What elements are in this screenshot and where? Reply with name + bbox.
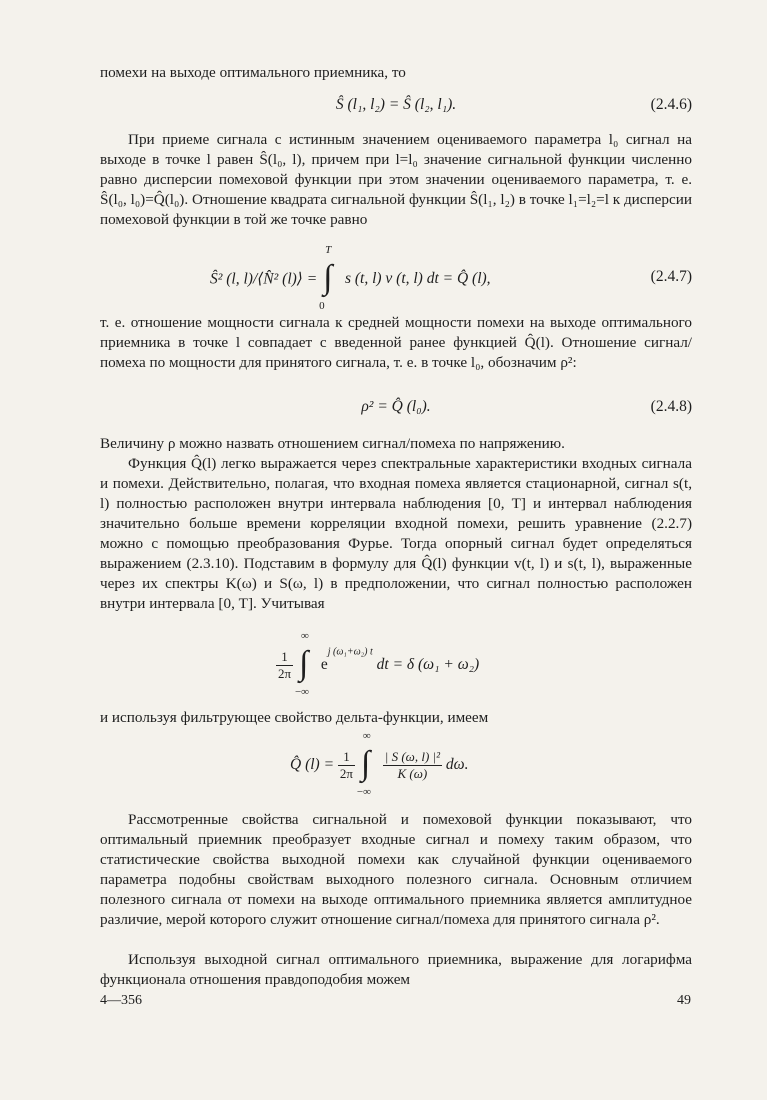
equation-q-lhs: Q̂ (l) = <box>290 756 335 773</box>
equation-delta-rhs: dt = δ (ω₁ + ω₂) <box>376 656 480 673</box>
equation-2-4-6-number: (2.4.6) <box>650 96 692 113</box>
integral-upper-limit: ∞ <box>362 730 371 742</box>
integral-upper-limit: ∞ <box>300 630 309 642</box>
paragraph-spectral: Функция Q̂(l) легко выражается через спектральные характеристики входных сигнала и помехи. Действительно, полагая, что входная помеха является стационарной, сигнал s(t, l) полностью расположен внутри интервала наблюдения [0, T] и интервал наблюдения значительно больше времени корреляции входной помехи, решить уравнение (2.2.7) можно с помощью преобразования Фурье. Тогда опорный сигнал будет определяться выражением (2.3.10). Подставим в формулу для Q̂(l) функции v(t, l) и s(t, l), выраженные через их спектры K(ω) и S(ω, l) в предположении, что сигнал полностью расположен внутри интервала [0, T]. Учитывая <box>100 455 692 612</box>
paragraph-signal-function: При приеме сигнала с истинным значением оцениваемого параметра l₀ сигнал на выходе в точке l равен Ŝ(l₀, l), причем при l=l₀ значение сигнальной функции численно равно дисперсии помеховой функции при этом значении оцениваемого параметра, т. е. Ŝ(l₀, l₀)=Q̂(l₀). Отношение квадрата сигнальной функции Ŝ(l₁, l₂) в точке l₁=l₂=l к дисперсии помеховой функции в той же точке равно <box>100 131 692 228</box>
equation-q-spectral <box>100 730 692 798</box>
page-number: 49 <box>677 993 691 1008</box>
exponential-exponent: j (ω₁+ω₂) t <box>327 646 373 658</box>
integral-sign: ∫ ∞ −∞ <box>356 730 371 798</box>
equation-2-4-6 <box>100 96 692 126</box>
equation-delta-function <box>100 630 692 698</box>
equation-2-4-7-body <box>210 244 491 312</box>
equation-2-4-7 <box>100 244 692 312</box>
paragraph-voltage-ratio: Величину ρ можно назвать отношением сигнал/помеха по напряжению. <box>100 435 565 452</box>
equation-2-4-8-number: (2.4.8) <box>650 398 692 415</box>
equation-2-4-7-number: (2.4.7) <box>650 268 692 285</box>
paragraph-conclusion: Рассмотренные свойства сигнальной и помеховой функции показывают, что оптимальный приемник преобразует входные сигнал и помеху таким образом, что статистические свойства выходной помехи как случайной функции оцениваемого параметра подобны свойствам выходного полезного сигнала. Основным отличием полезного сигнала от помехи на выходе оптимального приемника является амплитудное различие, мерой которого служит отношение сигнал/помеха для принятого сигнала ρ². <box>100 811 692 928</box>
equation-delta-body <box>276 630 480 698</box>
integral-sign: ∫ T 0 <box>319 244 333 312</box>
equation-q-body <box>290 730 469 798</box>
fraction-one-over-two-pi: $\frac{1}{2\pi}$ <box>339 748 353 781</box>
integral-lower-limit: −∞ <box>356 786 371 798</box>
equation-2-4-8 <box>100 398 692 428</box>
paragraph-power-ratio: т. е. отношение мощности сигнала к средней мощности помехи на выходе оптимального приемника в точке l совпадает с введенной ранее функцией Q̂(l). Отношение сигнал/помеха по мощности для принятого сигнала, т. е. в точке l₀, обозначим ρ²: <box>100 314 692 371</box>
equation-q-differential: dω. <box>445 756 469 773</box>
fraction-spectrum-ratio: $\frac{\text{| S (ω, l) |²}}{K (\omega)}$ <box>384 748 440 781</box>
integral-sign: ∫ ∞ −∞ <box>294 630 309 698</box>
paragraph-continued: Используя выходной сигнал оптимального приемника, выражение для логарифма функционала отношения правдоподобия можем <box>100 951 692 988</box>
paragraph-filter-property: и используя фильтрующее свойство дельта-функции, имеем <box>100 709 489 726</box>
exponential-base: e <box>320 656 328 673</box>
equation-2-4-7-integrand: s (t, l) v (t, l) dt = Q̂ (l), <box>344 270 491 287</box>
equation-2-4-6-expression: Ŝ (l₁, l₂) = Ŝ (l₂, l₁). <box>335 96 457 113</box>
integral-upper-limit: T <box>325 244 332 256</box>
fraction-one-over-two-pi: $\frac{1}{2\pi}$ <box>278 648 292 681</box>
integral-lower-limit: −∞ <box>294 686 309 698</box>
footer-signature: 4—356 <box>100 993 142 1008</box>
equation-2-4-7-lhs: Ŝ² (l, l)/⟨N̂² (l)⟩ = <box>210 270 318 288</box>
integral-lower-limit: 0 <box>319 300 325 312</box>
equation-2-4-8-expression: ρ² = Q̂ (l₀). <box>361 398 431 415</box>
paragraph-intro: помехи на выходе оптимального приемника, то <box>100 64 406 81</box>
